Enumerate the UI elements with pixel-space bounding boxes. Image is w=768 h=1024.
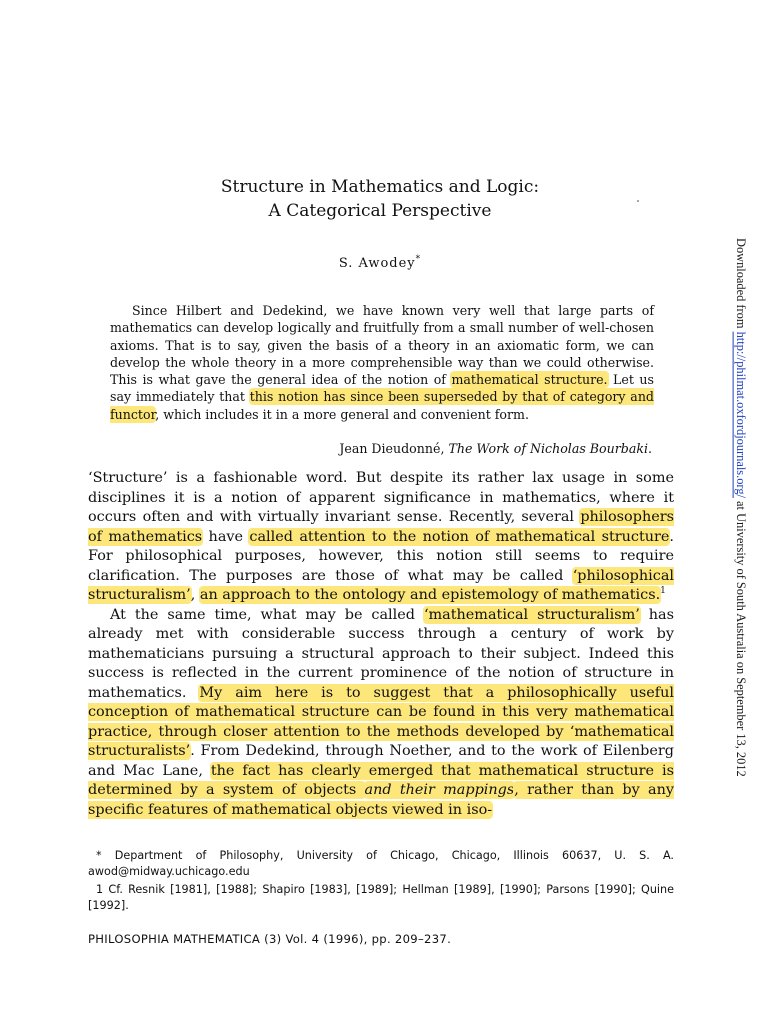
footnotes [88,848,674,916]
paper-title-line-1: Structure in Mathematics and Logic: [220,177,540,197]
p2-highlight-3a: the fact has clearly emerged that mathematical structure is determined by a system of objects [88,762,674,798]
footnote-ref-1: 1 [660,586,666,597]
p1-highlight-4: an approach to the ontology and epistemology of mathematics. [199,587,661,603]
body-text [88,469,674,820]
epigraph [110,302,654,423]
p1-highlight-1: philosophers of mathematics [88,509,674,545]
p1-highlight-2: called attention to the notion of mathematical structure [249,528,670,545]
attribution-work: The Work of Nicholas Bourbaki. [448,441,652,456]
p1-text-4: , [190,587,200,603]
watermark-suffix: at University of South Australia on September 13, 2012 [734,497,748,777]
p2-highlight-3b: , rather than by any specific features of mathematical objects viewed in iso- [88,782,675,818]
paper-title-line-2: A Categorical Perspective [268,201,492,221]
epigraph-attribution [110,441,652,456]
footnote-1: 1 Cf. Resnik [1981], [1988]; Shapiro [1983], [1989]; Hellman [1989], [1990]; Parsons [1990]; Quine [1992]. [88,883,674,912]
p2-highlight-2: My aim here is to suggest that a philosophically useful conception of mathematical structure can be found in this very mathematical practice, through closer attention to the methods developed by ‘mathematical structuralists’ [88,684,675,759]
p1-text-1: ‘Structure’ is a fashionable word. But despite its rather lax usage in some disciplines it is a notion of apparent significance in mathematics, where it occurs often and with virtually invariant sense. Recently, several [88,470,674,525]
epigraph-part-3: , which includes it in a more general and convenient form. [155,406,529,422]
author-footnote-marker: * [415,254,422,265]
download-watermark [733,238,748,777]
watermark-link[interactable]: http://philmat.oxfordjournals.org/ [734,331,748,498]
attribution-author: Jean Dieudonné, [339,441,449,456]
p2-text-3: . From Dedekind, through Noether, and to the work of Eilenberg and Mac Lane, [88,743,674,779]
epigraph-highlight-2: this notion has since been superseded by that of category and functor [110,389,654,422]
p1-text-2: have [202,528,250,545]
p2-highlight-3-italic: and their mappings [364,782,515,798]
p2-text-1: At the same time, what may be called [110,606,424,623]
p2-text-2: has already met with considerable success through a century of work by mathematicians pursuing a structural approach to their subject. Indeed this success is reflected in the current prominence of the notion of structure in mathematics. [88,606,674,701]
epigraph-part-2: Let us say immediately that [110,372,654,405]
author-line [90,256,670,271]
paragraph-2 [88,606,674,821]
author-name: S. Awodey [338,256,416,271]
watermark-prefix: Downloaded from [734,238,748,332]
p2-highlight-1: ‘mathematical structuralism’ [423,606,640,623]
stray-dot [637,200,639,202]
epigraph-part-1: Since Hilbert and Dedekind, we have known very well that large parts of mathematics can develop logically and fruitfully from a small number of well-chosen axioms. That is to say, given the basis of a theory in an axiomatic form, we can develop the whole theory in a more comprehensible way than we could otherwise. This is what gave the general idea of the notion of [110,303,654,388]
footnote-star: * Department of Philosophy, University of Chicago, Chicago, Illinois 60637, U. S. A. awod@midway.uchicago.edu [88,849,674,878]
paragraph-1 [88,469,674,606]
journal-citation: PHILOSOPHIA MATHEMATICA (3) Vol. 4 (1996), pp. 209–237. [88,932,452,946]
p1-text-3: . For philosophical purposes, however, this notion still seems to require clarification. The purposes are those of what may be called [88,528,674,584]
epigraph-highlight-1: mathematical structure. [451,372,608,388]
p1-highlight-3: ‘philosophical structuralism’ [88,567,674,603]
epigraph-text [110,302,654,423]
